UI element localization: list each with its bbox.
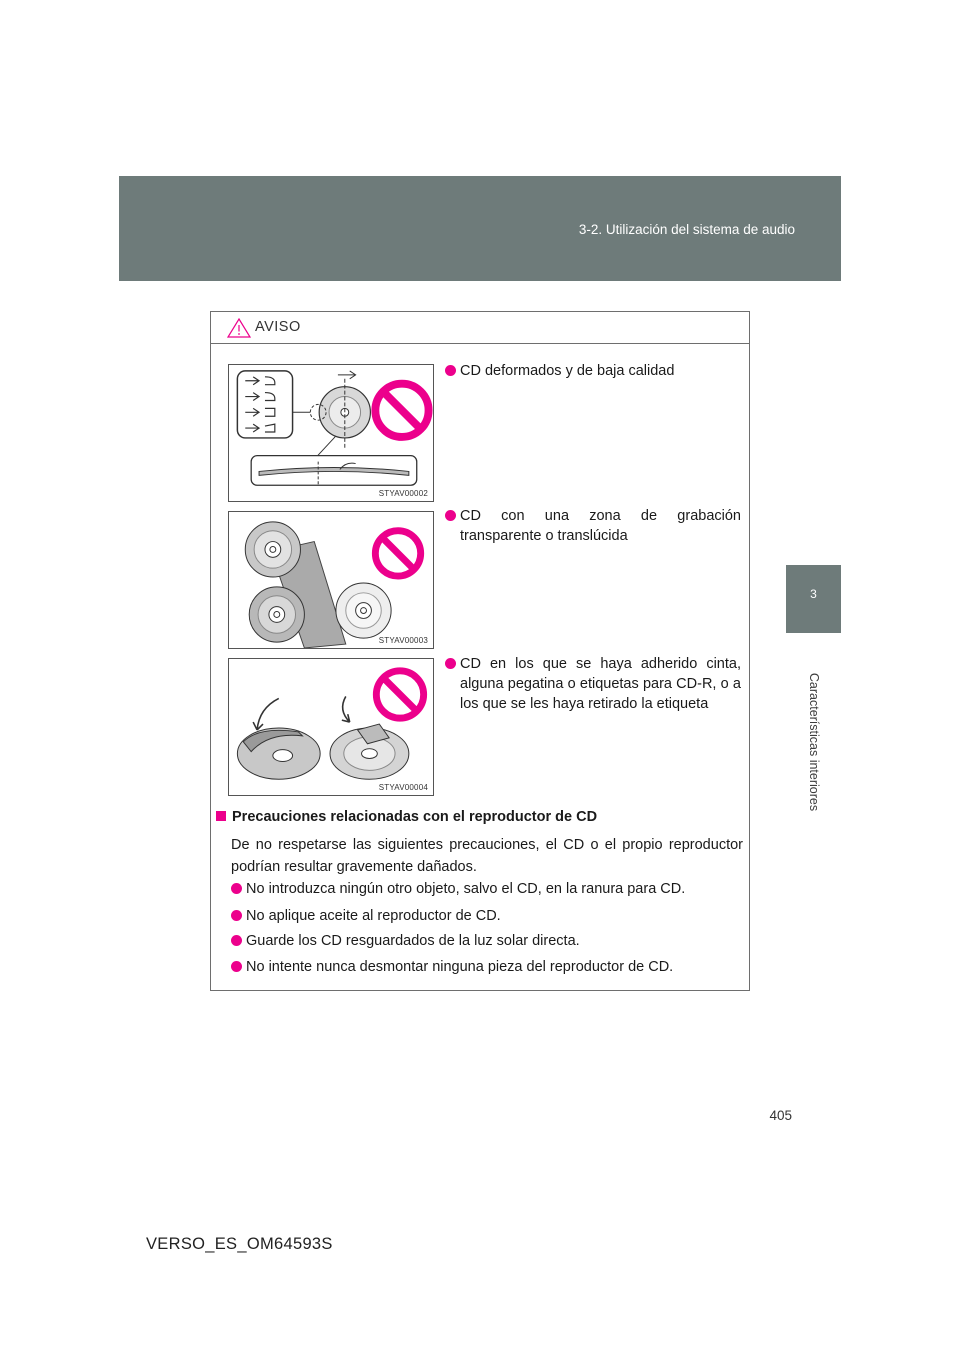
bullet-dot-icon — [445, 658, 456, 669]
figure-code: STYAV00003 — [378, 636, 428, 645]
figure-code: STYAV00002 — [378, 489, 428, 498]
item-text: CD con una zona de grabación transparente o translúcida — [460, 508, 741, 544]
section-body: De no respetarse las siguientes precauciones, el CD o el propio reproductor podrían resultar gravemente dañados. — [231, 837, 743, 875]
section-heading — [216, 809, 597, 825]
item-text: CD deformados y de baja calidad — [460, 363, 675, 379]
chapter-tab — [786, 565, 841, 633]
item-text: CD en los que se haya adherido cinta, alguna pegatina o etiquetas para CD-R, o a los que se les haya retirado la etiqueta — [460, 656, 741, 712]
chapter-label: Características interiores — [806, 672, 821, 812]
figure-code: STYAV00004 — [378, 783, 428, 792]
figure-transparent-cd — [228, 511, 434, 649]
header-band — [119, 176, 841, 281]
bullet-dot-icon — [231, 883, 242, 894]
bullet-dot-icon — [445, 365, 456, 376]
bullet-dot-icon — [231, 910, 242, 921]
document-code: VERSO_ES_OM64593S — [146, 1235, 333, 1253]
figure-label-cd — [228, 658, 434, 796]
page-number: 405 — [769, 1108, 792, 1123]
bullet-text: No introduzca ningún otro objeto, salvo el CD, en la ranura para CD. — [246, 881, 686, 897]
list-item — [445, 506, 741, 546]
warped-cd-illustration — [229, 365, 433, 501]
bullet-dot-icon — [445, 510, 456, 521]
square-bullet-icon — [216, 811, 226, 821]
section-heading-text: Precauciones relacionadas con el reproductor de CD — [232, 809, 598, 825]
bullet-text: No aplique aceite al reproductor de CD. — [246, 908, 501, 924]
warning-box — [210, 311, 750, 991]
list-item — [231, 906, 501, 926]
list-item — [445, 361, 741, 381]
section-title: 3-2. Utilización del sistema de audio — [578, 222, 795, 237]
bullet-text: Guarde los CD resguardados de la luz solar directa. — [246, 933, 580, 949]
warning-triangle-icon — [227, 318, 251, 338]
transparent-cd-illustration — [229, 512, 433, 648]
bullet-dot-icon — [231, 935, 242, 946]
list-item — [445, 654, 741, 714]
bullet-text: No intente nunca desmontar ninguna pieza del reproductor de CD. — [246, 959, 674, 975]
list-item — [231, 879, 685, 899]
chapter-label-tab — [786, 633, 841, 851]
figure-warped-cd — [228, 364, 434, 502]
list-item — [231, 957, 673, 977]
chapter-number: 3 — [810, 587, 817, 601]
labelled-cd-illustration — [229, 659, 433, 795]
warning-header — [211, 312, 749, 344]
bullet-dot-icon — [231, 961, 242, 972]
list-item — [231, 931, 580, 951]
warning-title: AVISO — [255, 319, 301, 335]
